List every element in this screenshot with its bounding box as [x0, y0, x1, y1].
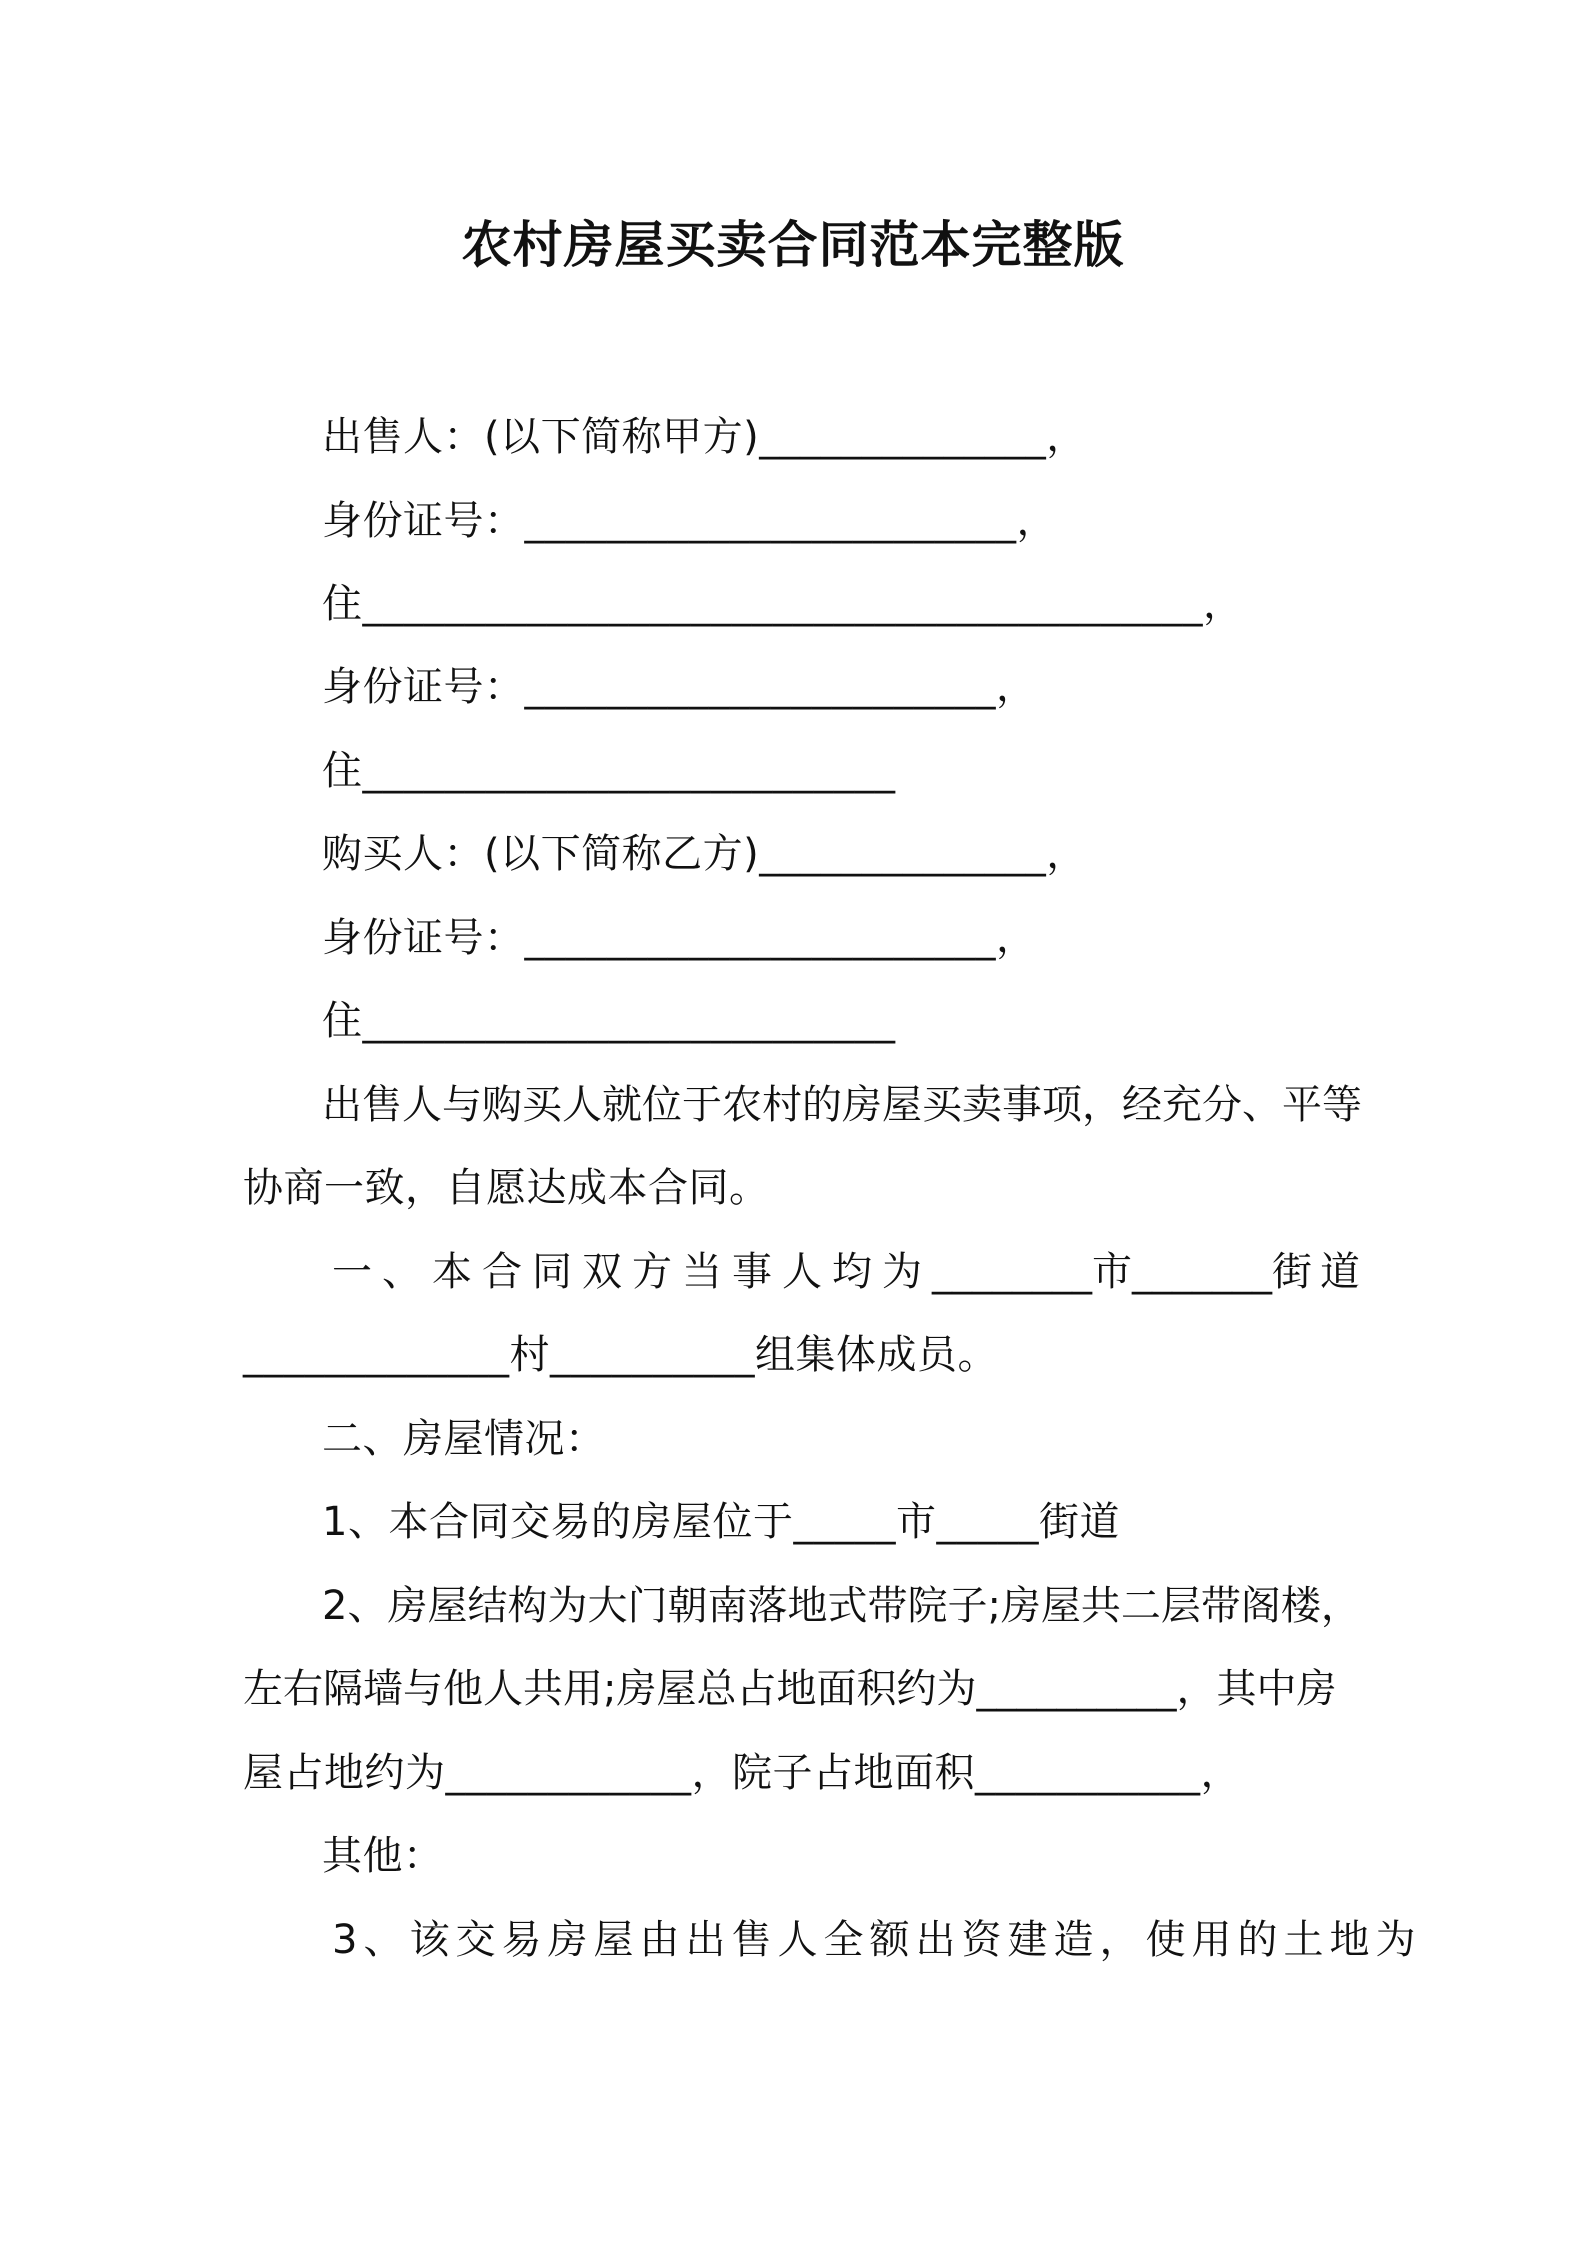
- buyer-id-line: 身份证号：_______________________，: [322, 915, 1037, 961]
- intro-paragraph-line-1: [322, 1079, 1362, 1131]
- section-2-heading: 二、房屋情况：: [322, 1416, 606, 1462]
- clause-1-blank-street: _______: [1132, 1249, 1272, 1295]
- clause-3-line-1: [332, 1914, 1422, 1966]
- seller-name-line: 出售人：(以下简称甲方)______________，: [322, 414, 1087, 460]
- second-id-line: 身份证号：_______________________，: [322, 664, 1037, 710]
- seller-id-line: 身份证号：________________________，: [322, 498, 1057, 544]
- clause-1-line-2: _____________村__________组集体成员。: [243, 1332, 998, 1378]
- clause-2-2-text-1: 2、房屋结构为大门朝南落地式带院子;房屋共二层带阁楼，: [322, 1583, 1361, 1629]
- clause-1-line-1: [332, 1246, 1368, 1298]
- clause-2-2-text-2: 左右隔墙与他人共用;房屋总占地面积约为__________，其中房: [243, 1666, 1337, 1712]
- document-title: 农村房屋买卖合同范本完整版: [461, 216, 1125, 274]
- buyer-address-line: 住__________________________: [322, 998, 896, 1044]
- intro-paragraph-line-2: 协商一致，自愿达成本合同。: [243, 1165, 770, 1211]
- clause-2-1: 1、本合同交易的房屋位于_____市_____街道: [322, 1499, 1120, 1545]
- clause-1-lead: 一、本合同双方当事人均为: [332, 1249, 932, 1295]
- clause-2-2-line-1: [322, 1580, 1361, 1632]
- buyer-name-line: 购买人：(以下简称乙方)______________，: [322, 831, 1087, 877]
- clause-2-2-line-2: [243, 1663, 1355, 1715]
- clause-2-2-line-3: 屋占地约为____________，院子占地面积___________，: [243, 1750, 1241, 1796]
- seller-address-line: 住_________________________________________，: [322, 581, 1244, 627]
- intro-text-1: 出售人与购买人就位于农村的房屋买卖事项，经充分、平等: [322, 1082, 1362, 1128]
- clause-1-city-label: 市: [1092, 1249, 1132, 1295]
- second-address-line: 住__________________________: [322, 748, 896, 794]
- other-label: 其他：: [322, 1833, 444, 1879]
- clause-3-text: 3、该交易房屋由出售人全额出资建造，使用的土地为: [332, 1917, 1422, 1963]
- clause-1-street-label: 街道: [1272, 1249, 1368, 1295]
- clause-1-blank-city: ________: [932, 1249, 1092, 1295]
